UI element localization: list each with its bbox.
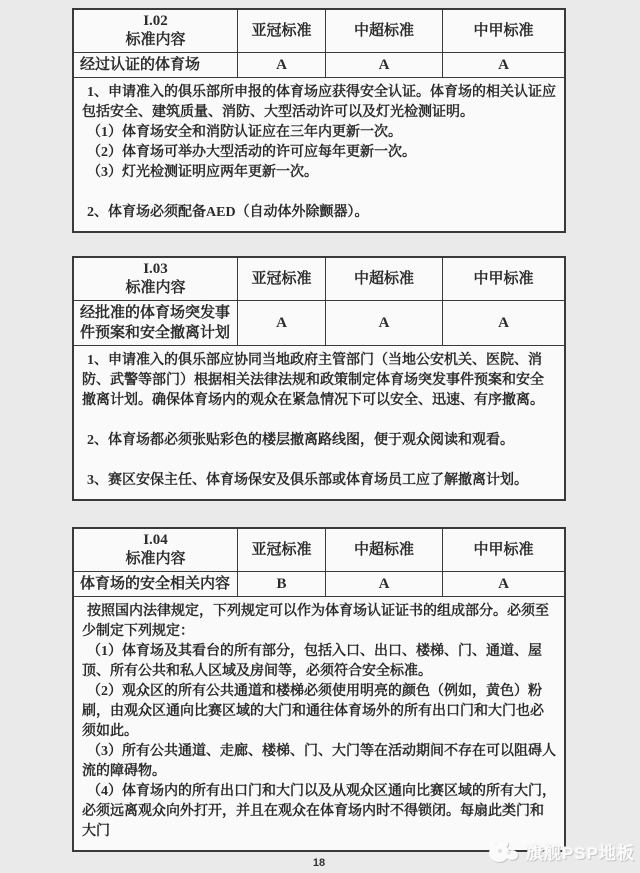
criterion-row xyxy=(74,301,564,346)
section-body xyxy=(74,346,564,499)
body-paragraph: 2、体育场都必须张贴彩色的楼层撤离路线图，便于观众阅读和观看。 xyxy=(87,433,514,448)
watermark xyxy=(485,838,635,864)
column-header-league-one: 中甲标准 xyxy=(473,22,534,39)
body-paragraph: （2）观众区的所有公共通道和楼梯必须使用明亮的颜色（例如，黄色）粉刷，由观众区通向比赛区域的大门和通往体育场外的所有出口门和大门也必须如此。 xyxy=(82,684,544,739)
body-paragraph: 1、申请准入的俱乐部应协同当地政府主管部门（当地公安机关、医院、消防、武警等部门）根据相关法律法规和政策制定体育场突发事件预案和安全撤离计划。确保体育场内的观众在紧急情况下可以安全、迅速、有序撤离。 xyxy=(82,353,544,408)
panda-logo-icon xyxy=(485,838,521,864)
column-header-csl: 中超标准 xyxy=(326,10,443,52)
section-code: I.04 xyxy=(143,532,168,548)
grade-league-one: A xyxy=(498,56,509,73)
page-number: 18 xyxy=(312,857,326,869)
grade-csl: A xyxy=(326,53,443,77)
criterion-label: 经过认证的体育场 xyxy=(74,53,238,77)
grade-afc: B xyxy=(238,572,326,596)
grade-league-one: A xyxy=(498,314,509,331)
section-code-cell xyxy=(74,258,238,300)
criterion-row xyxy=(74,53,564,78)
column-header-csl: 中超标准 xyxy=(326,258,443,300)
body-paragraph: 2、体育场必须配备AED（自动体外除颤器）。 xyxy=(87,205,369,220)
grade-afc: A xyxy=(238,53,326,77)
section-code-cell xyxy=(74,529,238,571)
watermark-text: 旗舰PSP地板 xyxy=(525,843,635,863)
grade-league-one: A xyxy=(498,575,509,592)
header-label: 标准内容 xyxy=(125,551,186,567)
column-header-afc: 亚冠标准 xyxy=(238,258,326,300)
header-label: 标准内容 xyxy=(125,280,186,296)
criterion-label: 经批准的体育场突发事件预案和安全撤离计划 xyxy=(74,301,238,345)
standard-table-i03 xyxy=(72,256,566,501)
section-code: I.03 xyxy=(143,261,168,277)
body-paragraph: （3）所有公共通道、走廊、楼梯、门、大门等在活动期间不存在可以阻碍人流的障碍物。 xyxy=(82,744,556,779)
table-header-row xyxy=(74,258,564,301)
section-code-cell xyxy=(74,10,238,52)
body-paragraph: 3、赛区安保主任、体育场保安及俱乐部或体育场员工应了解撤离计划。 xyxy=(87,473,528,488)
header-label: 标准内容 xyxy=(125,32,186,48)
column-header-afc: 亚冠标准 xyxy=(238,529,326,571)
standard-table-i02 xyxy=(72,8,566,233)
column-header-csl: 中超标准 xyxy=(326,529,443,571)
grade-csl: A xyxy=(326,301,443,345)
table-header-row xyxy=(74,529,564,572)
body-paragraph: 1、申请准入的俱乐部所申报的体育场应获得安全认证。体育场的相关认证应包括安全、建筑质量、消防、大型活动许可以及灯光检测证明。 xyxy=(82,85,556,120)
table-header-row xyxy=(74,10,564,53)
body-paragraph: （2）体育场可举办大型活动的许可应每年更新一次。 xyxy=(87,145,416,160)
section-code: I.02 xyxy=(143,13,168,29)
body-paragraph: 按照国内法律规定，下列规定可以作为体育场认证证书的组成部分。必须至少制定下列规定： xyxy=(82,604,549,639)
document-page xyxy=(0,8,640,873)
column-header-league-one: 中甲标准 xyxy=(473,541,534,558)
body-paragraph: （4）体育场内的所有出口门和大门以及从观众区通向比赛区域的所有大门，必须远离观众向外打开，并且在观众在体育场内时不得锁闭。每扇此类门和大门 xyxy=(82,784,556,839)
section-body xyxy=(74,597,564,850)
criterion-row xyxy=(74,572,564,597)
section-body xyxy=(74,78,564,231)
body-paragraph: （3）灯光检测证明应两年更新一次。 xyxy=(87,165,318,180)
column-header-league-one: 中甲标准 xyxy=(473,270,534,287)
criterion-label: 体育场的安全相关内容 xyxy=(74,572,238,596)
grade-csl: A xyxy=(326,572,443,596)
grade-afc: A xyxy=(238,301,326,345)
body-paragraph: （1）体育场安全和消防认证应在三年内更新一次。 xyxy=(87,125,402,140)
body-paragraph: （1）体育场及其看台的所有部分，包括入口、出口、楼梯、门、通道、屋顶、所有公共和私人区域及房间等，必须符合安全标准。 xyxy=(82,644,542,679)
standard-table-i04 xyxy=(72,527,566,852)
column-header-afc: 亚冠标准 xyxy=(238,10,326,52)
